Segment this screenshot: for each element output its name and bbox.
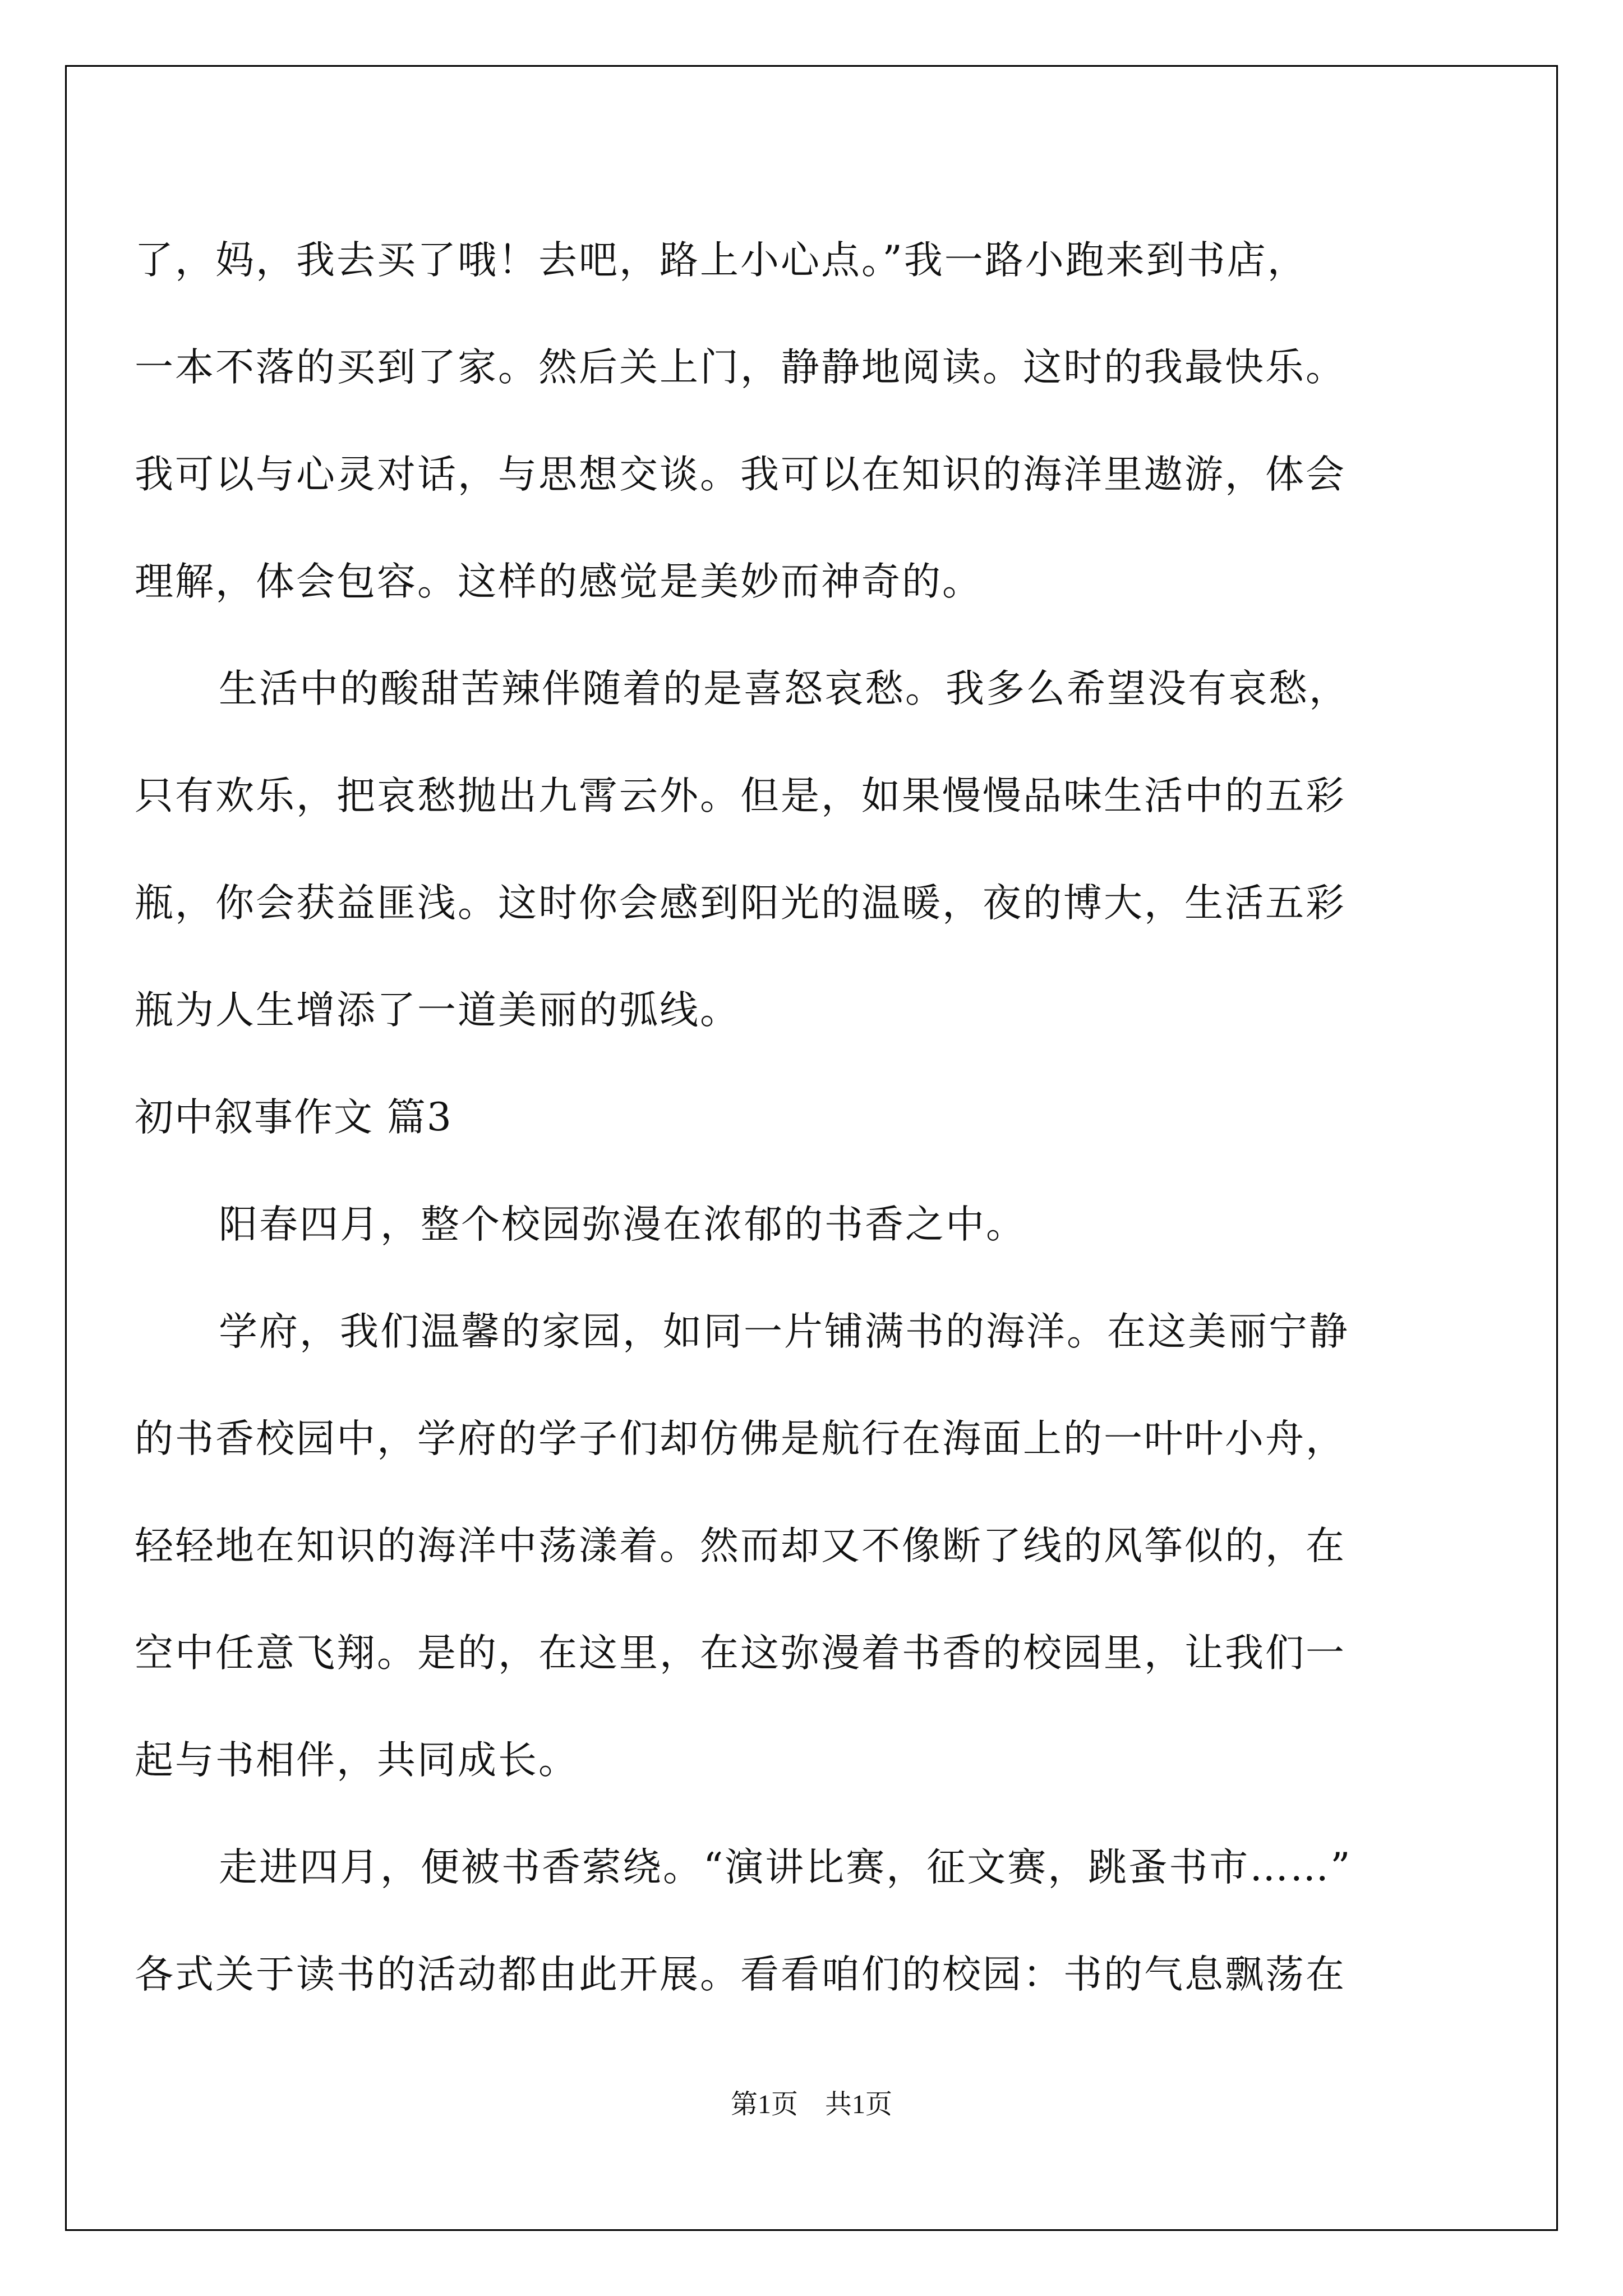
- text-line: 理解，体会包容。这样的感觉是美妙而神奇的。: [135, 559, 983, 604]
- text-line: 起与书相伴，共同成长。: [135, 1738, 579, 1783]
- section-heading: 初中叙事作文 篇3: [135, 1095, 453, 1140]
- text-line: 瓶为人生增添了一道美丽的弧线。: [135, 988, 740, 1033]
- paragraph-start-line: 生活中的酸甜苦辣伴随着的是喜怒哀愁。我多么希望没有哀愁，: [219, 666, 1349, 711]
- text-line: 轻轻地在知识的海洋中荡漾着。然而却又不像断了线的风筝似的，在: [135, 1524, 1346, 1568]
- paragraph-start-line: 阳春四月，整个校园弥漫在浓郁的书香之中。: [219, 1202, 1026, 1247]
- text-line: 各式关于读书的活动都由此开展。看看咱们的校园：书的气息飘荡在: [135, 1952, 1346, 1997]
- text-line: 我可以与心灵对话，与思想交谈。我可以在知识的海洋里遨游，体会: [135, 452, 1346, 497]
- text-line: 瓶，你会获益匪浅。这时你会感到阳光的温暖，夜的博大，生活五彩: [135, 881, 1346, 926]
- page-footer: 第1页 共1页: [730, 2090, 892, 2119]
- text-line: 的书香校园中，学府的学子们却仿佛是航行在海面上的一叶叶小舟，: [135, 1416, 1346, 1461]
- text-line: 一本不落的买到了家。然后关上门，静静地阅读。这时的我最快乐。: [135, 345, 1346, 390]
- text-line: 只有欢乐，把哀愁抛出九霄云外。但是，如果慢慢品味生活中的五彩: [135, 774, 1346, 818]
- paragraph-start-line: 走进四月，便被书香萦绕。“演讲比赛，征文赛，跳蚤书市……”: [219, 1845, 1352, 1890]
- paragraph-start-line: 学府，我们温馨的家园，如同一片铺满书的海洋。在这美丽宁静: [219, 1309, 1349, 1354]
- text-line: 了，妈，我去买了哦！去吧，路上小心点。”我一路小跑来到书店，: [135, 238, 1308, 283]
- text-line: 空中任意飞翔。是的，在这里，在这弥漫着书香的校园里，让我们一: [135, 1631, 1346, 1676]
- document-body: [135, 207, 1432, 2028]
